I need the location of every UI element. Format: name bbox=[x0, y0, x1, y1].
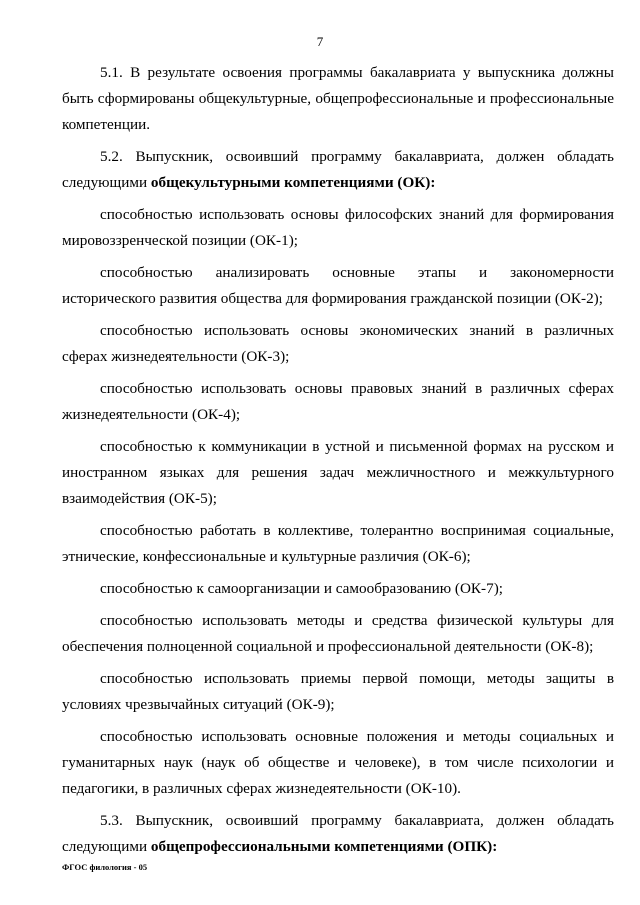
paragraph-5-2-text: 5.2. Выпускник, освоивший программу бакалавриата, должен обладать следующими bbox=[62, 148, 614, 191]
competency-ok-9: способностью использовать приемы первой помощи, методы защиты в условиях чрезвычайных ситуаций (ОК-9); bbox=[62, 670, 614, 713]
competency-ok-5: способностью к коммуникации в устной и письменной формах на русском и иностранном языках для решения задач межличностного и межкультурного взаимодействия (ОК-5); bbox=[62, 438, 614, 507]
competency-ok-6: способностью работать в коллективе, толерантно воспринимая социальные, этнические, конфессиональные и культурные различия (ОК-6); bbox=[62, 522, 614, 565]
competency-ok-10: способностью использовать основные положения и методы социальных и гуманитарных наук (наук об обществе и человеке), в том числе психологии и педагогики, в различных сферах жизнедеятельности (ОК-10). bbox=[62, 728, 614, 797]
paragraph-5-1: 5.1. В результате освоения программы бакалавриата у выпускника должны быть сформированы общекультурные, общепрофессиональные и профессиональные компетенции. bbox=[62, 64, 614, 133]
competency-ok-7: способностью к самоорганизации и самообразованию (ОК-7); bbox=[100, 580, 503, 597]
paragraph-5-3-text: 5.3. Выпускник, освоивший программу бакалавриата, должен обладать следующими bbox=[62, 812, 614, 855]
competency-ok-3: способностью использовать основы экономических знаний в различных сферах жизнедеятельности (ОК-3); bbox=[62, 322, 614, 365]
paragraph-5-3 bbox=[62, 808, 614, 860]
footer-label: ФГОС филология - 05 bbox=[62, 862, 148, 872]
page-number: 7 bbox=[316, 34, 324, 49]
competency-ok-8: способностью использовать методы и средства физической культуры для обеспечения полноценной социальной и профессиональной деятельности (ОК-8); bbox=[62, 612, 614, 655]
opk-heading: общепрофессиональными компетенциями (ОПК): bbox=[150, 838, 498, 855]
competency-ok-4: способностью использовать основы правовых знаний в различных сферах жизнедеятельности (ОК-4); bbox=[62, 380, 614, 423]
document-body bbox=[62, 60, 614, 866]
paragraph-5-2 bbox=[62, 144, 614, 196]
ok-heading: общекультурными компетенциями (ОК): bbox=[150, 174, 436, 191]
competency-ok-1: способностью использовать основы философских знаний для формирования мировоззренческой позиции (ОК-1); bbox=[62, 206, 614, 249]
competency-ok-2: способностью анализировать основные этапы и закономерности исторического развития общества для формирования гражданской позиции (ОК-2); bbox=[62, 264, 614, 307]
